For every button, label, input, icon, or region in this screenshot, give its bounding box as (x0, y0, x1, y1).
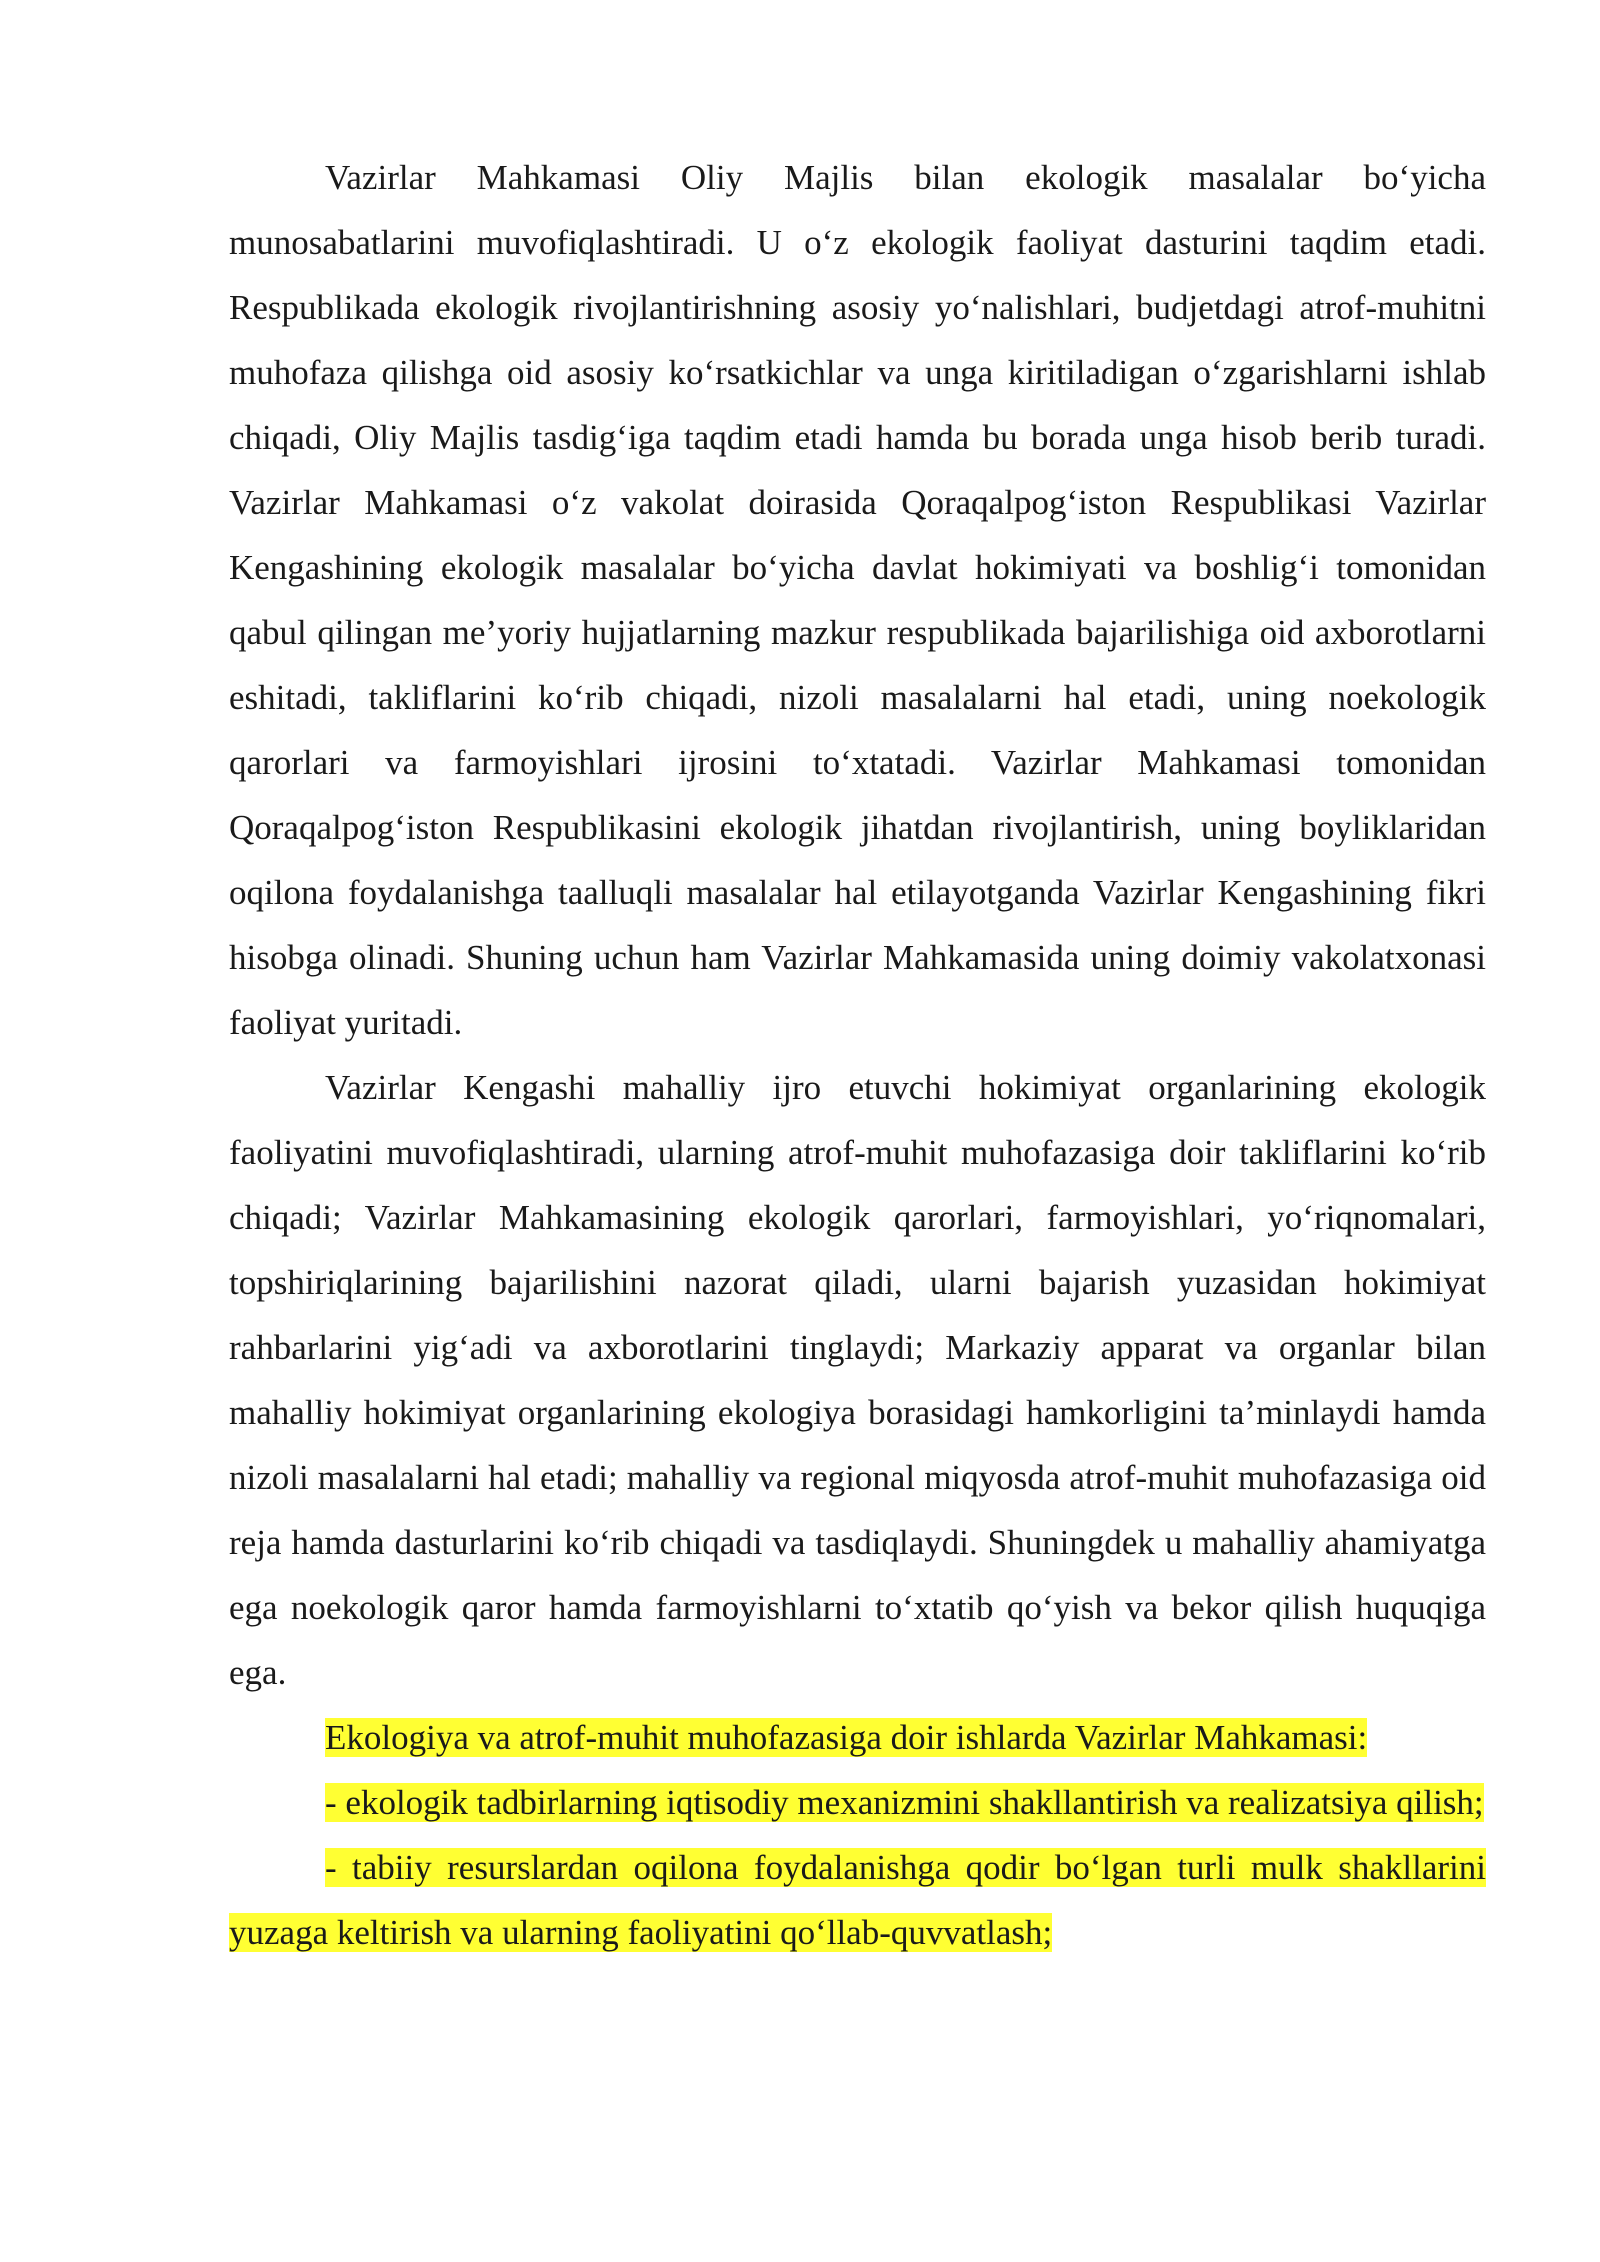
paragraph-text: Vazirlar Kengashi mahalliy ijro etuvchi hokimiyat organlarining ekologik faoliyatini muvofiqlashtiradi, ularning atrof-muhit muhofazasiga doir takliflarini ko‘rib chiqadi; Vazirlar Mahkamasining ekologik qarorlari, farmoyishlari, yo‘riqnomalari, topshiriqlarining bajarilishini nazorat qiladi, ularni bajarish yuzasidan hokimiyat rahbarlarini yig‘adi va axborotlarini tinglaydi; Markaziy apparat va organlar bilan mahalliy hokimiyat organlarining ekologiya borasidagi hamkorligini ta’minlaydi hamda nizoli masalalarni hal etadi; mahalliy va regional miqyosda atrof-muhit muhofazasiga oid reja hamda dasturlarini ko‘rib chiqadi va tasdiqlaydi. Shuningdek u mahalliy ahamiyatga ega noekologik qaror hamda farmoyishlarni to‘xtatib qo‘yish va bekor qilish huquqiga ega. (229, 1068, 1486, 1692)
highlighted-heading (229, 1705, 1486, 1770)
highlighted-list-item (229, 1770, 1486, 1835)
highlighted-text: - ekologik tadbirlarning iqtisodiy mexanizmini shakllantirish va realizatsiya qilish; (325, 1783, 1484, 1822)
highlighted-list-item (229, 1835, 1486, 1965)
body-paragraph (229, 145, 1486, 1055)
highlighted-text: - tabiiy resurslardan oqilona foydalanishga qodir bo‘lgan turli mulk shakllarini yuzaga keltirish va ularning faoliyatini qo‘llab-quvvatlash; (229, 1848, 1486, 1952)
body-paragraph (229, 1055, 1486, 1705)
paragraph-text: Vazirlar Mahkamasi Oliy Majlis bilan ekologik masalalar bo‘yicha munosabatlarini muvofiqlashtiradi. U o‘z ekologik faoliyat dasturini taqdim etadi. Respublikada ekologik rivojlantirishning asosiy yo‘nalishlari, budjetdagi atrof-muhitni muhofaza qilishga oid asosiy ko‘rsatkichlar va unga kiritiladigan o‘zgarishlarni ishlab chiqadi, Oliy Majlis tasdig‘iga taqdim etadi hamda bu borada unga hisob berib turadi. Vazirlar Mahkamasi o‘z vakolat doirasida Qoraqalpog‘iston Respublikasi Vazirlar Kengashining ekologik masalalar bo‘yicha davlat hokimiyati va boshlig‘i tomonidan qabul qilingan me’yoriy hujjatlarning mazkur respublikada bajarilishiga oid axborotlarni eshitadi, takliflarini ko‘rib chiqadi, nizoli masalalarni hal etadi, uning noekologik qarorlari va farmoyishlari ijrosini to‘xtatadi. Vazirlar Mahkamasi tomonidan Qoraqalpog‘iston Respublikasini ekologik jihatdan rivojlantirish, uning boyliklaridan oqilona foydalanishga taalluqli masalalar hal etilayotganda Vazirlar Kengashining fikri hisobga olinadi. Shuning uchun ham Vazirlar Mahkamasida uning doimiy vakolatxonasi faoliyat yuritadi. (229, 158, 1486, 1042)
document-page (229, 145, 1486, 1965)
highlighted-text: Ekologiya va atrof-muhit muhofazasiga doir ishlarda Vazirlar Mahkamasi: (325, 1718, 1368, 1757)
